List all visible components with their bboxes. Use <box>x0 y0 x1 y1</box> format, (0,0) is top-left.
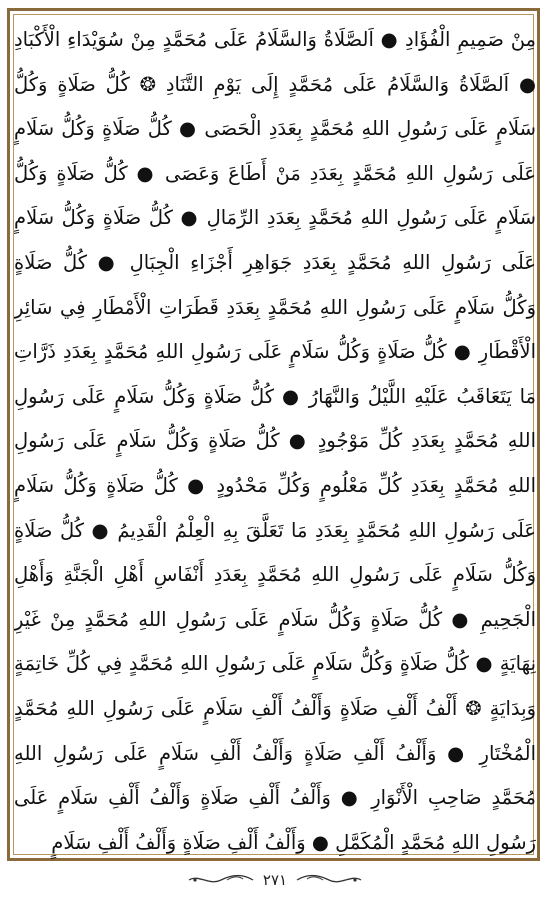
text-line: وَبِدَايَةٍ ❂ أَلْفُ أَلْفِ صَلَاةٍ وَأَلْفُ أَلْفِ سَلَامٍ عَلَى رَسُولِ اللهِ مُحَمَّدٍ <box>14 696 536 720</box>
flourish-left-icon <box>187 873 255 887</box>
text-line: اللهِ مُحَمَّدٍ بِعَدَدِ كُلِّ مَعْلُومٍ وَكُلِّ مَحْدُودٍ ● كُلُّ صَلَاةٍ وَكُلُّ سَلَامٍ <box>14 473 536 497</box>
page-number: ٢٧١ <box>262 871 288 889</box>
flourish-right-icon <box>295 873 363 887</box>
text-line: ● اَلصَّلَاةُ وَالسَّلَامُ عَلَى مُحَمَّدٍ إِلَى يَوْمِ التَّنَادِ ❂ كُلُّ صَلَاةٍ وَكُلُّ <box>14 72 536 96</box>
text-line: سَلَامٍ عَلَى رَسُولِ اللهِ مُحَمَّدٍ بِعَدَدِ الرِّمَالِ ● كُلُّ صَلَاةٍ وَكُلُّ سَلَامٍ <box>14 206 536 230</box>
text-line: عَلَى رَسُولِ اللهِ مُحَمَّدٍ بِعَدَدِ مَا تَعَلَّقَ بِهِ الْعِلْمُ الْقَدِيمُ ● كُلُّ صَلَاةٍ <box>14 518 536 542</box>
text-line: الْأَقْطَارِ ● كُلُّ صَلَاةٍ وَكُلُّ سَلَامٍ عَلَى رَسُولِ اللهِ مُحَمَّدٍ بِعَدَدِ ذَرَّاتِ <box>14 340 536 364</box>
page-footer <box>0 866 550 894</box>
text-line: عَلَى رَسُولِ اللهِ مُحَمَّدٍ بِعَدَدِ مَنْ أَطَاعَ وَعَصَى ● كُلُّ صَلَاةٍ وَكُلُّ <box>14 161 536 185</box>
text-line: مِنْ صَمِيمِ الْفُؤَادِ ● اَلصَّلَاةُ وَالسَّلَامُ عَلَى مُحَمَّدٍ مِنْ سُوَيْدَاءِ الْأَكْبَادِ <box>14 28 536 51</box>
text-line: وَكُلُّ سَلَامٍ عَلَى رَسُولِ اللهِ مُحَمَّدٍ بِعَدَدِ قَطَرَاتِ الْأَمْطَارِ فِي سَائِرِ <box>14 295 536 319</box>
text-line: اللهِ مُحَمَّدٍ بِعَدَدِ كُلِّ مَوْجُودٍ ● كُلُّ صَلَاةٍ وَكُلُّ سَلَامٍ عَلَى رَسُولِ <box>14 429 536 453</box>
text-line: رَسُولِ اللهِ مُحَمَّدٍ الْمُكَمَّلِ ● وَأَلْفُ أَلْفِ صَلَاةٍ وَأَلْفُ أَلْفِ سَلَامٍ <box>51 830 536 854</box>
prayer-text-block <box>14 18 536 865</box>
text-line: وَكُلُّ سَلَامٍ عَلَى رَسُولِ اللهِ مُحَمَّدٍ بِعَدَدِ أَنْفَاسِ أَهْلِ الْجَنَّةِ وَأَهْلِ <box>14 563 536 587</box>
text-line: الْمُخْتَارِ ● وَأَلْفُ أَلْفِ صَلَاةٍ وَأَلْفُ أَلْفِ سَلَامٍ عَلَى رَسُولِ اللهِ <box>14 741 536 765</box>
text-line: نِهَايَةٍ ● كُلُّ صَلَاةٍ وَكُلُّ سَلَامٍ عَلَى رَسُولِ اللهِ مُحَمَّدٍ فِي كُلِّ خَاتِمَةٍ <box>14 652 536 676</box>
text-line: سَلَامٍ عَلَى رَسُولِ اللهِ مُحَمَّدٍ بِعَدَدِ الْحَصَى ● كُلُّ صَلَاةٍ وَكُلُّ سَلَامٍ <box>14 117 536 141</box>
text-line: الْجَحِيمِ ● كُلُّ صَلَاةٍ وَكُلُّ سَلَامٍ عَلَى رَسُولِ اللهِ مُحَمَّدٍ مِنْ غَيْرِ <box>14 607 536 631</box>
text-line: مُحَمَّدٍ صَاحِبِ الْأَنْوَارِ ● وَأَلْفُ أَلْفِ صَلَاةٍ وَأَلْفُ أَلْفِ سَلَامٍ عَلَى <box>14 786 536 810</box>
text-line: مَا يَتَعَاقَبُ عَلَيْهِ اللَّيْلُ وَالنَّهَارُ ● كُلُّ صَلَاةٍ وَكُلُّ سَلَامٍ عَلَى رَسُولِ <box>14 384 536 408</box>
text-line: عَلَى رَسُولِ اللهِ مُحَمَّدٍ بِعَدَدِ جَوَاهِرِ أَجْزَاءِ الْجِبَالِ ● كُلُّ صَلَاةٍ <box>14 250 536 274</box>
